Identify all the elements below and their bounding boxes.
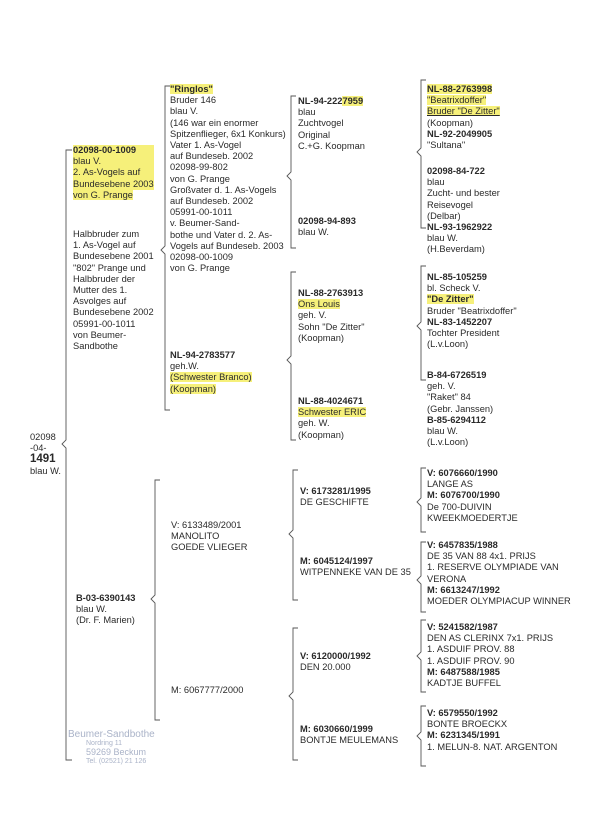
- ssd-line: blau W.: [298, 227, 330, 238]
- subject-color: blau W.: [30, 465, 62, 476]
- g6-ring: V: 6457835/1988: [427, 540, 498, 550]
- sd-line: [170, 384, 252, 395]
- bracket-gen4-3: [417, 468, 426, 532]
- sss: [298, 96, 365, 152]
- dds-ring: V: 6120000/1992: [300, 651, 371, 661]
- g2-line: (Delbar): [427, 210, 461, 221]
- sire-line-3: Bundesebene 2003: [73, 178, 154, 189]
- g8-l1: BONTE BROECKX: [427, 719, 508, 730]
- sss-ring: [298, 96, 365, 107]
- g5: [427, 468, 518, 524]
- sire-note-line: Bundesebene 2002: [73, 307, 154, 318]
- g1-ring-line: [427, 84, 500, 95]
- sds-name-line: [298, 299, 365, 310]
- dam-dam: [171, 685, 243, 696]
- g1-l2-line: [427, 106, 500, 117]
- sire-line-1: blau V.: [73, 156, 154, 167]
- ss-line: blau V.: [170, 106, 199, 117]
- g4-line: "Raket" 84: [427, 392, 471, 403]
- ddd: [300, 724, 398, 746]
- ss-line: Vogels auf Bundeseb. 2003: [170, 240, 284, 251]
- sdd-name: Schwester ERIC: [298, 407, 367, 418]
- g5-ring: V: 6076660/1990: [427, 468, 498, 478]
- ss-line: von G. Prange: [170, 173, 230, 184]
- ds-line: V: 6133489/2001: [171, 520, 242, 530]
- g1-l1-line: [427, 95, 500, 106]
- sire-note-line: von Beumer-: [73, 329, 127, 340]
- g6: [427, 540, 571, 607]
- sd-line: geh.W.: [170, 361, 199, 372]
- dsd-ring: M: 6045124/1997: [300, 556, 373, 566]
- dss-line: DE GESCHIFTE: [300, 497, 369, 508]
- g4-ring2: B-85-6294112: [427, 414, 486, 425]
- sire-note-line: "802" Prange und: [73, 262, 146, 273]
- ssd-ring: 02098-94-893: [298, 216, 356, 226]
- sire-note-line: Mutter des 1.: [73, 285, 128, 296]
- g6-line: VERONA: [427, 573, 467, 584]
- g2-line2: blau W.: [427, 233, 459, 244]
- sss-line: Original: [298, 129, 331, 140]
- stamp-tel: Tel. (02521) 21 126: [86, 758, 147, 765]
- g4-line2: (L.v.Loon): [427, 437, 469, 448]
- sire-note-line: Bundesebene 2001: [73, 251, 154, 262]
- bracket-gen2-sire: [161, 86, 170, 410]
- sire-note-line: Halbbruder zum: [73, 229, 140, 239]
- dam-ring: B-03-6390143: [76, 593, 136, 603]
- sss-line: C.+G. Koopman: [298, 140, 365, 151]
- sd-breeder: (Koopman): [170, 383, 216, 394]
- sd-line: [170, 372, 252, 383]
- g1: [427, 84, 500, 151]
- sire-dam: [170, 350, 252, 395]
- ss-line: Vater 1. As-Vogel: [170, 140, 242, 151]
- dss-ring: V: 6173281/1995: [300, 486, 371, 496]
- g1-l4: "Sultana": [427, 140, 466, 151]
- g2-line: blau: [427, 177, 445, 188]
- subject-ring-3: 1491: [30, 453, 56, 466]
- sire-breeder: von G. Prange: [73, 189, 133, 200]
- bracket-gen2-dam: [151, 480, 160, 720]
- ss-line: auf Bundeseb. 2002: [170, 151, 254, 162]
- sss-ring-a: NL-94-222: [298, 96, 343, 106]
- bracket-gen4-5: [417, 620, 426, 692]
- ss-line: v. Beumer-Sand-: [170, 218, 240, 229]
- sds-line: geh. V.: [298, 310, 327, 321]
- ss-line: von G. Prange: [170, 263, 230, 274]
- subject-ring-1: 02098: [30, 432, 56, 442]
- sire-ring: 02098-00-1009: [73, 145, 154, 156]
- sds-line: Sohn "De Zitter": [298, 321, 365, 332]
- sire-sire: [170, 84, 286, 274]
- sds-ring: NL-88-2763913: [298, 288, 364, 298]
- g4-ring: B-84-6726519: [427, 370, 487, 380]
- ssd: [298, 216, 356, 238]
- ss-line: 02098-00-1009: [170, 252, 234, 263]
- ss-name-line: [170, 84, 286, 95]
- sdd: [298, 396, 366, 441]
- g3-ring2: NL-83-1452207: [427, 316, 493, 327]
- dss: [300, 486, 371, 508]
- g7-line2: KADTJE BUFFEL: [427, 678, 501, 689]
- ss-line: 02098-99-802: [170, 162, 228, 173]
- g5-line2: KWEEKMOEDERTJE: [427, 512, 518, 523]
- g2-line: Reisevogel: [427, 199, 473, 210]
- bracket-gen3-a: [287, 96, 296, 248]
- dsd-line: WITPENNEKE VAN DE 35: [300, 567, 411, 578]
- g3-ring: NL-85-105259: [427, 272, 487, 282]
- g4-line2: blau W.: [427, 426, 459, 437]
- g1-ring2: NL-92-2049905: [427, 128, 493, 139]
- g7-ring2: M: 6487588/1985: [427, 666, 500, 677]
- ddd-line: BONTJE MEULEMANS: [300, 735, 399, 746]
- dds-line: DEN 20.000: [300, 662, 351, 673]
- g2-line: Zucht- und bester: [427, 188, 500, 199]
- stamp-city: 59269 Beckum: [86, 747, 147, 757]
- subject-ring-2: -04-: [30, 443, 47, 454]
- g5-ring2: M: 6076700/1990: [427, 490, 500, 501]
- g6-line: 1. RESERVE OLYMPIADE VAN: [427, 562, 559, 573]
- g4-line: (Gebr. Janssen): [427, 403, 494, 414]
- sire-note-line: Asvolges auf: [73, 296, 127, 307]
- g8-ring: V: 6579550/1992: [427, 708, 498, 718]
- g2: [427, 166, 500, 256]
- g8: [427, 708, 557, 753]
- dds: [300, 651, 371, 673]
- sds: [298, 288, 365, 344]
- dam: [76, 593, 135, 627]
- sire-note: [73, 229, 154, 352]
- dsd: [300, 556, 411, 578]
- stamp-street: Nordring 11: [86, 740, 123, 747]
- sss-line: Zuchtvogel: [298, 118, 344, 129]
- ss-name: "Ringlos": [170, 84, 213, 94]
- g3-line2: (L.v.Loon): [427, 339, 469, 350]
- g1-l3: (Koopman): [427, 117, 473, 128]
- g7-line: 1. ASDUIF PROV. 90: [427, 655, 515, 666]
- bracket-gen4-4: [417, 542, 426, 612]
- g5-l1: LANGE AS: [427, 479, 473, 490]
- ss-line: 05991-00-1011: [170, 207, 233, 218]
- g8-ring2: M: 6231345/1991: [427, 730, 500, 741]
- ss-line: (146 war ein enormer: [170, 117, 259, 128]
- ds-line: GOEDE VLIEGER: [171, 542, 248, 553]
- g3-l2: Bruder "Beatrixdoffer": [427, 305, 517, 316]
- sds-line: (Koopman): [298, 332, 344, 343]
- dam-line: (Dr. F. Marien): [76, 615, 135, 626]
- g3-line2: Tochter President: [427, 328, 500, 339]
- breeder-stamp: [68, 730, 155, 766]
- g7-ring: V: 5241582/1987: [427, 622, 498, 632]
- ss-line: Spitzenflieger, 6x1 Konkurs): [170, 128, 286, 139]
- sdd-line: geh. W.: [298, 418, 330, 429]
- stamp-name: Beumer-Sandbothe: [68, 729, 155, 740]
- g2-ring: 02098-84-722: [427, 166, 485, 176]
- ss-line: auf Bundeseb. 2002: [170, 196, 254, 207]
- g1-l2: Bruder "De Zitter": [427, 106, 500, 117]
- g3-name: "De Zitter": [427, 294, 474, 305]
- ss-line: Großvater d. 1. As-Vogels: [170, 184, 277, 195]
- subject-pigeon: [30, 432, 61, 477]
- ss-line: Bruder 146: [170, 95, 216, 106]
- bracket-gen3-b: [287, 272, 296, 440]
- g6-line: DE 35 VAN 88 4x1. PRIJS: [427, 551, 536, 562]
- sd-ring: NL-94-2783577: [170, 350, 236, 360]
- g1-l1: "Beatrixdoffer": [427, 95, 487, 106]
- g3: [427, 272, 517, 350]
- sdd-ring: NL-88-4024671: [298, 396, 364, 406]
- sire-note-line: 05991-00-1011: [73, 318, 136, 329]
- ss-line: bothe und Vater d. 2. As-: [170, 229, 273, 240]
- sdd-name-line: [298, 407, 366, 418]
- g2-ring2: NL-93-1962922: [427, 222, 493, 233]
- sire-note-line: 1. As-Vogel auf: [73, 240, 136, 251]
- g4: [427, 370, 493, 448]
- g8-line2: 1. MELUN-8. NAT. ARGENTON: [427, 741, 558, 752]
- sd-note: (Schwester Branco): [170, 372, 252, 383]
- dam-line: blau W.: [76, 604, 108, 615]
- g7-line: 1. ASDUIF PROV. 88: [427, 644, 515, 655]
- g1-ring: NL-88-2763998: [427, 84, 493, 94]
- g7-line: DEN AS CLERINX 7x1. PRIJS: [427, 633, 554, 644]
- sdd-line: (Koopman): [298, 429, 344, 440]
- g5-line2: De 700-DUIVIN: [427, 501, 492, 512]
- g7: [427, 622, 553, 689]
- bracket-gen3-c: [289, 470, 298, 600]
- sss-ring-b: 7959: [342, 96, 364, 106]
- g2-line2: (H.Beverdam): [427, 244, 485, 255]
- bracket-gen4-6: [417, 706, 426, 766]
- sire-note-line: Sandbothe: [73, 341, 118, 352]
- dd-line: M: 6067777/2000: [171, 685, 244, 695]
- sds-name: Ons Louis: [298, 299, 340, 310]
- g4-line: geh. V.: [427, 381, 456, 392]
- g3-name-line: [427, 294, 517, 305]
- ddd-ring: M: 6030660/1999: [300, 724, 373, 734]
- g3-l1: bl. Scheck V.: [427, 283, 481, 294]
- bracket-gen4-2: [417, 266, 426, 380]
- bracket-gen1: [62, 150, 72, 760]
- sire-line-4: [73, 190, 154, 201]
- ds-line: MANOLITO: [171, 531, 220, 542]
- g6-line2: MOEDER OLYMPIACUP WINNER: [427, 596, 571, 607]
- g6-ring2: M: 6613247/1992: [427, 584, 500, 595]
- sss-line: blau: [298, 107, 316, 118]
- bracket-gen3-d: [289, 628, 298, 760]
- sire-note-line: Halbbruder der: [73, 273, 136, 284]
- sire-line-2: 2. As-Vogels auf: [73, 167, 154, 178]
- bracket-gen4-1: [417, 80, 426, 228]
- dam-sire: [171, 520, 247, 554]
- sire: [73, 145, 154, 201]
